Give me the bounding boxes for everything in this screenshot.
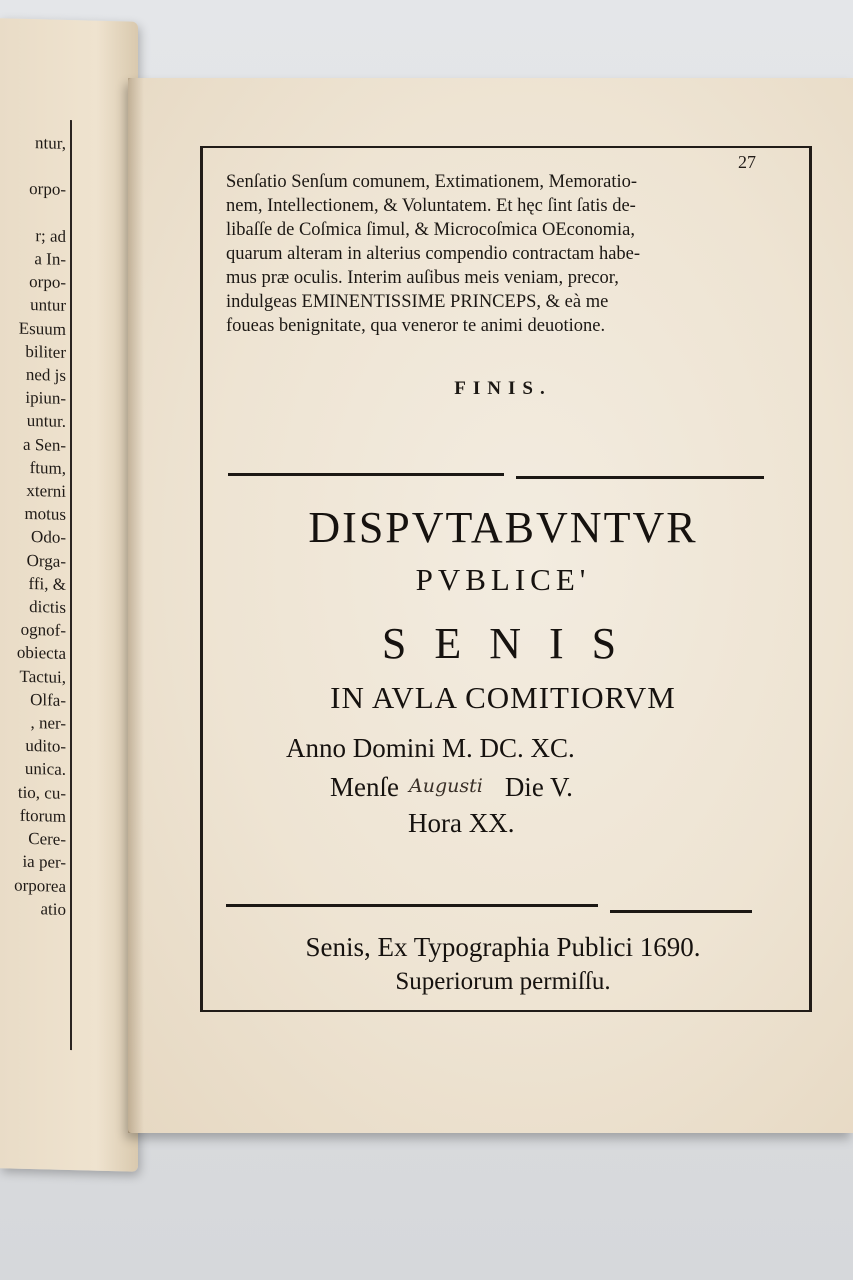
- left-page-line: orpo-: [29, 272, 66, 293]
- imprint-line-1: Senis, Ex Typographia Publici 1690.: [305, 932, 701, 962]
- left-page-line: udito-: [25, 736, 66, 757]
- left-page-line: ognof-: [20, 620, 66, 641]
- left-page-line: ftorum: [19, 805, 66, 826]
- left-page-line: Olfa-: [30, 689, 66, 710]
- title-line-3: SENIS: [381, 619, 645, 668]
- divider-rule: [226, 904, 598, 907]
- left-page-line: ipiun-: [25, 388, 66, 409]
- left-page-line: Tactui,: [19, 666, 66, 687]
- body-line: libaſſe de Coſmica ſimul, & Microcoſmica OEconomia,: [226, 220, 635, 240]
- left-page-line: ntur,: [35, 133, 66, 153]
- left-page-line: a Sen-: [23, 434, 66, 455]
- left-page-line: a In-: [34, 249, 66, 269]
- month-line: [330, 772, 573, 803]
- left-page-line: , ner-: [30, 713, 66, 733]
- page-number: 27: [738, 152, 756, 172]
- divider-rule: [610, 910, 752, 913]
- left-page-text: [0, 130, 68, 921]
- left-page-line: ned js: [25, 364, 66, 385]
- title-line-1: DISPVTABVNTVR: [308, 503, 698, 552]
- left-page-line: ftum,: [29, 457, 66, 478]
- left-page-line: obiecta: [16, 643, 66, 664]
- divider-rule: [228, 473, 504, 476]
- left-page: [0, 18, 138, 1172]
- left-page-line: atio: [40, 898, 66, 919]
- left-page-line: untur.: [26, 411, 66, 432]
- body-text: [226, 170, 786, 338]
- left-page-line: [0, 153, 68, 178]
- left-page-line: orpo-: [29, 179, 66, 200]
- body-line: indulgeas EMINENTISSIME PRINCEPS, & eà me: [226, 292, 609, 312]
- left-page-line: motus: [24, 504, 66, 525]
- left-page-rule: [70, 120, 72, 1050]
- left-page-line: ffi, &: [28, 573, 66, 594]
- handwritten-month: Augusti: [408, 775, 483, 797]
- left-page-line: tio, cu-: [17, 782, 66, 803]
- divider-rule: [516, 476, 764, 479]
- date-line: Anno Domini M. DC. XC.: [286, 733, 575, 763]
- finis-heading: FINIS.: [454, 378, 552, 399]
- body-line: foueas benignitate, qua veneror te animi deuotione.: [226, 316, 606, 336]
- left-page-line: Esuum: [18, 318, 66, 339]
- left-page-line: dictis: [29, 597, 66, 617]
- left-page-line: Odo-: [31, 527, 66, 548]
- left-page-line: r; ad: [35, 225, 66, 246]
- left-page-line: ia per-: [22, 852, 66, 873]
- left-page-line: Cere-: [28, 829, 66, 850]
- book-gutter: [128, 78, 144, 1133]
- title-line-2: PVBLICE': [415, 562, 591, 597]
- left-page-line: untur: [30, 295, 66, 316]
- left-page-line: [0, 200, 68, 225]
- left-page-line: xterni: [26, 480, 66, 501]
- title-line-4: IN AVLA COMITIORVM: [330, 680, 676, 715]
- body-line: mus præ oculis. Interim auſibus meis veniam, precor,: [226, 268, 619, 288]
- body-line: Senſatio Senſum comunem, Extimationem, Memoratio-: [226, 172, 638, 192]
- left-page-line: orporea: [14, 875, 66, 896]
- month-label: Menſe: [330, 772, 399, 802]
- left-page-line: Orga-: [26, 550, 66, 571]
- hour-line: Hora XX.: [408, 808, 515, 838]
- body-line: quarum alteram in alterius compendio contractam habe-: [226, 244, 641, 264]
- body-line: nem, Intellectionem, & Voluntatem. Et hęc ſint ſatis de-: [226, 196, 636, 216]
- left-page-line: unica.: [24, 759, 66, 780]
- imprint-line-2: Superiorum permiſſu.: [395, 968, 611, 995]
- day-label: Die V.: [504, 772, 573, 802]
- left-page-line: biliter: [25, 341, 66, 362]
